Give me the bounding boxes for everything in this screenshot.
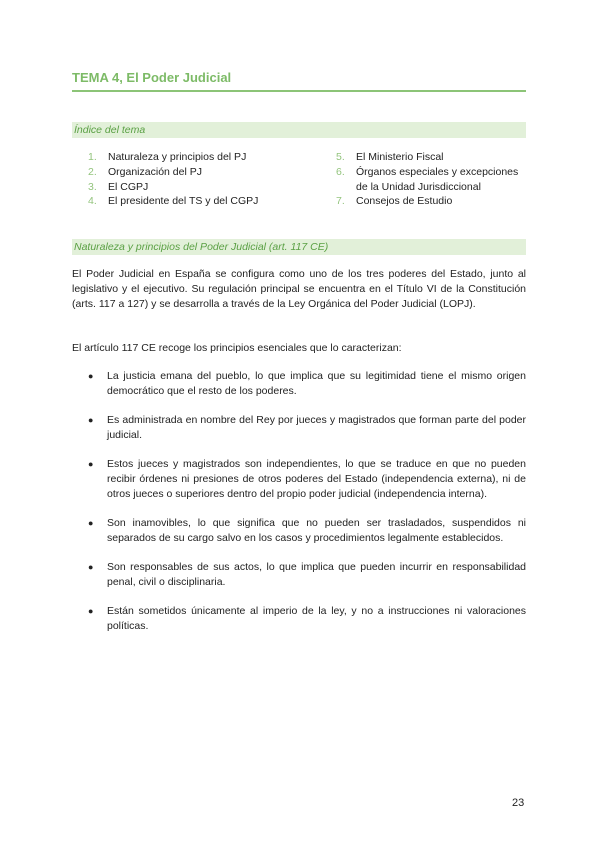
bullet-icon: ● <box>88 459 94 469</box>
title-divider <box>72 90 526 92</box>
index-item <box>88 150 318 165</box>
index-item-number: 6. <box>336 165 345 178</box>
bullet-icon: ● <box>88 415 94 425</box>
list-item-text: Estos jueces y magistrados son independientes, lo que se traduce en que no pueden recibir órdenes ni presiones de otros poderes del Estado (independencia externa), ni de otros jueces o superiores dentro del propio poder judicial (independencia interna). <box>107 458 526 500</box>
index-item-text: Naturaleza y principios del PJ <box>108 151 247 163</box>
list-item-text: Son responsables de sus actos, lo que implica que pueden incurrir en responsabilidad penal, civil o disciplinaria. <box>107 561 526 588</box>
bullet-icon: ● <box>88 518 94 528</box>
list-item-text: Es administrada en nombre del Rey por jueces y magistrados que forman parte del poder judicial. <box>107 414 526 441</box>
bullet-icon: ● <box>88 606 94 616</box>
principles-list <box>72 369 526 648</box>
index-list-right <box>336 150 528 209</box>
index-item <box>336 194 528 209</box>
list-item <box>72 457 526 502</box>
index-item-text: El CGPJ <box>108 180 149 193</box>
index-item-number: 1. <box>88 151 97 163</box>
index-item <box>88 194 318 209</box>
index-item-text: El presidente del TS y del CGPJ <box>108 195 259 208</box>
index-item <box>88 165 318 180</box>
page-number: 23 <box>512 797 525 809</box>
section-heading: Naturaleza y principios del Poder Judicial (art. 117 CE) <box>72 239 526 255</box>
page-title: TEMA 4, El Poder Judicial <box>72 70 232 85</box>
index-item-text: Organización del PJ <box>108 165 202 178</box>
lead-paragraph: El artículo 117 CE recoge los principios esenciales que lo caracterizan: <box>72 342 402 354</box>
bullet-icon: ● <box>88 371 94 381</box>
index-item <box>88 180 318 195</box>
index-item <box>336 150 528 165</box>
index-heading: Índice del tema <box>72 122 526 138</box>
index-item-number: 2. <box>88 165 97 178</box>
list-item <box>72 413 526 443</box>
list-item <box>72 369 526 399</box>
index-item <box>336 165 528 195</box>
list-item <box>72 516 526 546</box>
list-item-text: Están sometidos únicamente al imperio de la ley, y no a instrucciones ni valoraciones políticas. <box>107 605 526 632</box>
index-item-number: 7. <box>336 195 345 208</box>
bullet-icon: ● <box>88 562 94 572</box>
list-item <box>72 560 526 590</box>
index-item-text: Órganos especiales y excepciones de la Unidad Jurisdiccional <box>356 165 519 193</box>
list-item-text: Son inamovibles, lo que significa que no pueden ser trasladados, suspendidos ni separados de su cargo salvo en los casos y procedimientos legalmente establecidos. <box>107 517 526 544</box>
index-list-left <box>88 150 318 209</box>
list-item-text: La justicia emana del pueblo, lo que implica que su legitimidad tiene el mismo origen democrático que el resto de los poderes. <box>107 370 526 397</box>
index-item-text: Consejos de Estudio <box>356 195 453 208</box>
index-item-text: El Ministerio Fiscal <box>356 151 444 163</box>
intro-paragraph: El Poder Judicial en España se configura como uno de los tres poderes del Estado, junto al legislativo y el ejecutivo. Su regulación principal se encuentra en el Título VI de la Constitución (arts. 117 a 127) y se desarrolla a través de la Ley Orgánica del Poder Judicial (LOPJ). <box>72 268 526 310</box>
index-item-number: 5. <box>336 151 345 163</box>
index-item-number: 3. <box>88 180 97 193</box>
index-item-number: 4. <box>88 195 97 208</box>
list-item <box>72 604 526 634</box>
